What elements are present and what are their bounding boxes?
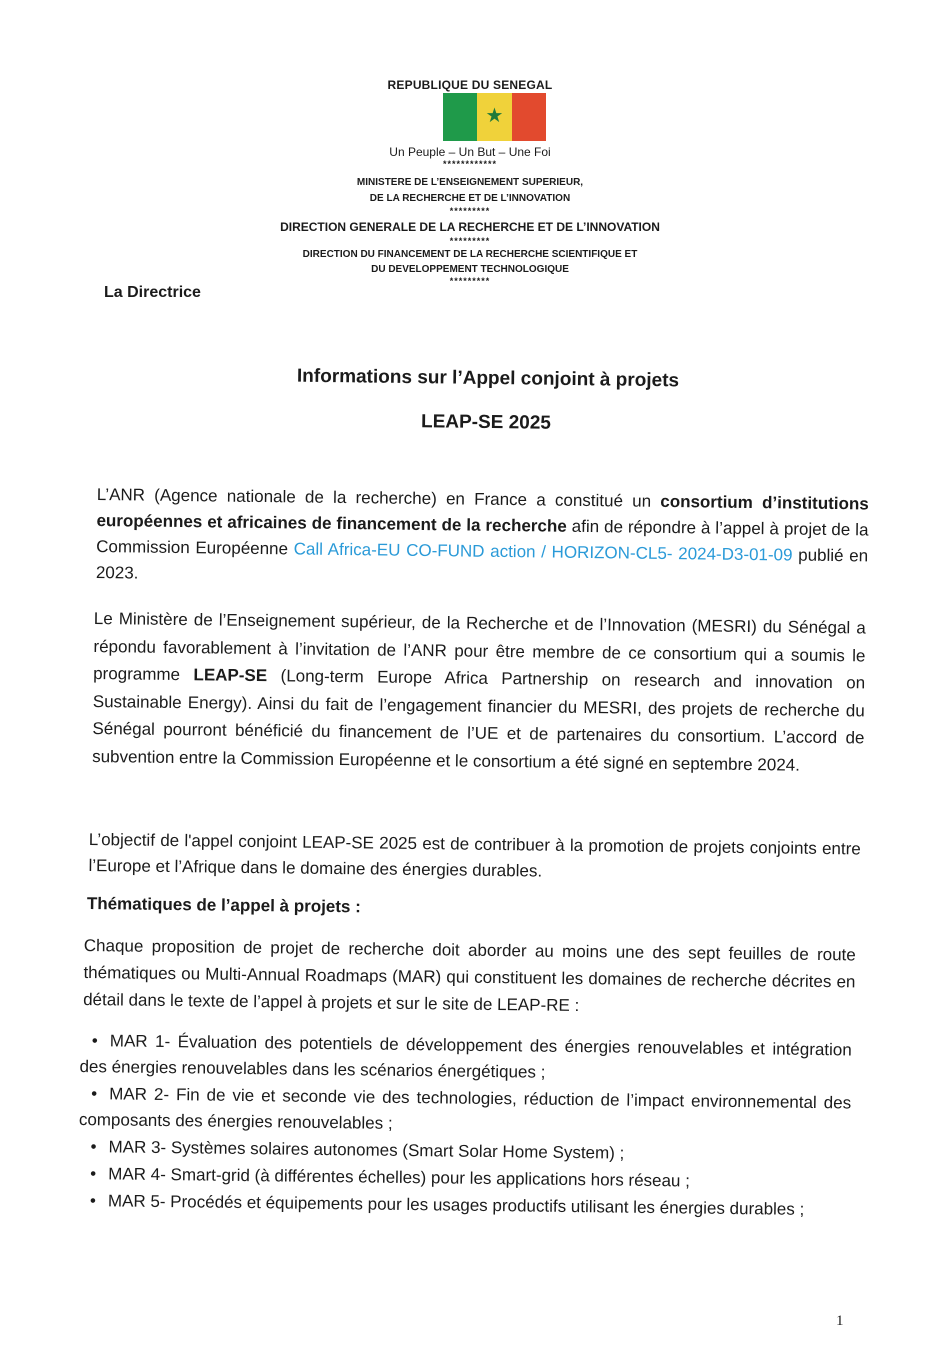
paragraph-text: L’ANR (Agence nationale de la recherche) en France a constitué un — [96, 484, 661, 511]
separator-stars: ********* — [449, 236, 491, 246]
republic-heading: REPUBLIQUE DU SENEGAL — [387, 78, 553, 92]
list-item — [79, 1081, 852, 1142]
paragraph-text: publié en 2023. — [95, 545, 869, 583]
document-subtitle: LEAP-SE 2025 — [420, 411, 552, 434]
page-number: 1 — [836, 1313, 844, 1329]
list-item-text: MAR 3- Systèmes solaires autonomes (Smart Solar Home System) ; — [108, 1137, 625, 1163]
list-item-text: MAR 2- Fin de vie et seconde vie des technologies, réduction de l’impact environnemental des composants des énergies renouvelables ; — [78, 1084, 852, 1133]
flag-red-band — [512, 93, 546, 141]
ministry-line-1: MINISTERE DE L’ENSEIGNEMENT SUPERIEUR, — [356, 177, 584, 188]
list-item-text: MAR 4- Smart-grid (à différentes échelles) pour les applications hors réseau ; — [108, 1164, 691, 1191]
direction-financement-line-1: DIRECTION DU FINANCEMENT DE LA RECHERCHE SCIENTIFIQUE ET — [302, 249, 638, 260]
dgri-heading: DIRECTION GENERALE DE LA RECHERCHE ET DE L’INNOVATION — [280, 220, 660, 234]
bullet-icon: • — [90, 1137, 97, 1157]
separator-stars: ********* — [449, 206, 491, 216]
list-item-text: MAR 1- Évaluation des potentiels de développement des énergies renouvelables et intégration des énergies renouvelables dans les scénarios énergétiques ; — [79, 1031, 852, 1082]
flag-yellow-band — [477, 93, 511, 141]
ministry-line-2: DE LA RECHERCHE ET DE L’INNOVATION — [369, 193, 571, 204]
separator-stars: ************ — [442, 159, 498, 169]
separator-stars: ********* — [449, 276, 491, 286]
paragraph-text: Le Ministère de l’Enseignement supérieur, de la Recherche et de l’Innovation (MESRI) du Sénégal a répondu favorablement à l’invitation de l’ANR pour être membre de ce consortium qui a soumis le programme — [93, 608, 866, 685]
signatory-label: La Directrice — [104, 284, 201, 301]
flag-star-icon: ★ — [485, 105, 504, 127]
senegal-flag-icon — [443, 93, 546, 141]
paragraph-anr — [96, 482, 869, 595]
consortium-bold-text: consortium d’institutions européennes et africaines de financement de la recherche — [96, 491, 869, 536]
flag-green-band — [443, 93, 477, 141]
document-title: Informations sur l’Appel conjoint à projets — [296, 365, 680, 392]
bullet-icon: • — [89, 1191, 96, 1211]
bullet-icon: • — [90, 1164, 97, 1184]
paragraph-mesri — [92, 605, 866, 779]
paragraph-objective: L’objectif de l'appel conjoint LEAP-SE 2025 est de contribuer à la promotion de projets conjoints entre l’Europe et l’Afrique dans le domaine des énergies durables. — [88, 829, 861, 881]
paragraph-thematics: Chaque proposition de projet de recherche doit aborder au moins une des sept feuilles de route thématiques ou Multi-Annual Roadmaps (MAR) qui constituent les domaines de recherche décrites en détail dans le texte de l’appel à projets et sur le site de LEAP-RE : — [83, 935, 856, 1016]
leap-se-bold-text: LEAP-SE — [193, 665, 268, 686]
bullet-icon: • — [91, 1031, 98, 1051]
call-reference-link[interactable]: Call Africa-EU CO-FUND action / HORIZON-CL5- 2024-D3-01-09 — [293, 539, 793, 565]
paragraph-text: (Long-term Europe Africa Partnership on research and innovation on Sustainable Energy). Ainsi du fait de l’engagement financier du MESRI, des projets de recherche du Sénégal pourront bénéficié du financement de l’UE et de partenaires du consortium. L’accord de subvention entre la Commission Européenne et le consortium a été signé en septembre 2024. — [92, 666, 866, 775]
mar-list — [78, 1028, 852, 1224]
paragraph-text: afin de répondre à l’appel à projet de la Commission Européenne — [96, 516, 869, 559]
national-motto: Un Peuple – Un But – Une Foi — [389, 145, 551, 159]
direction-financement-line-2: DU DEVELOPPEMENT TECHNOLOGIQUE — [371, 264, 569, 275]
section-heading: Thématiques de l’appel à projets : — [86, 894, 361, 917]
list-item-text: MAR 5- Procédés et équipements pour les usages productifs utilisant les énergies durables ; — [107, 1191, 805, 1219]
list-item — [79, 1028, 852, 1089]
bullet-icon: • — [91, 1084, 98, 1104]
